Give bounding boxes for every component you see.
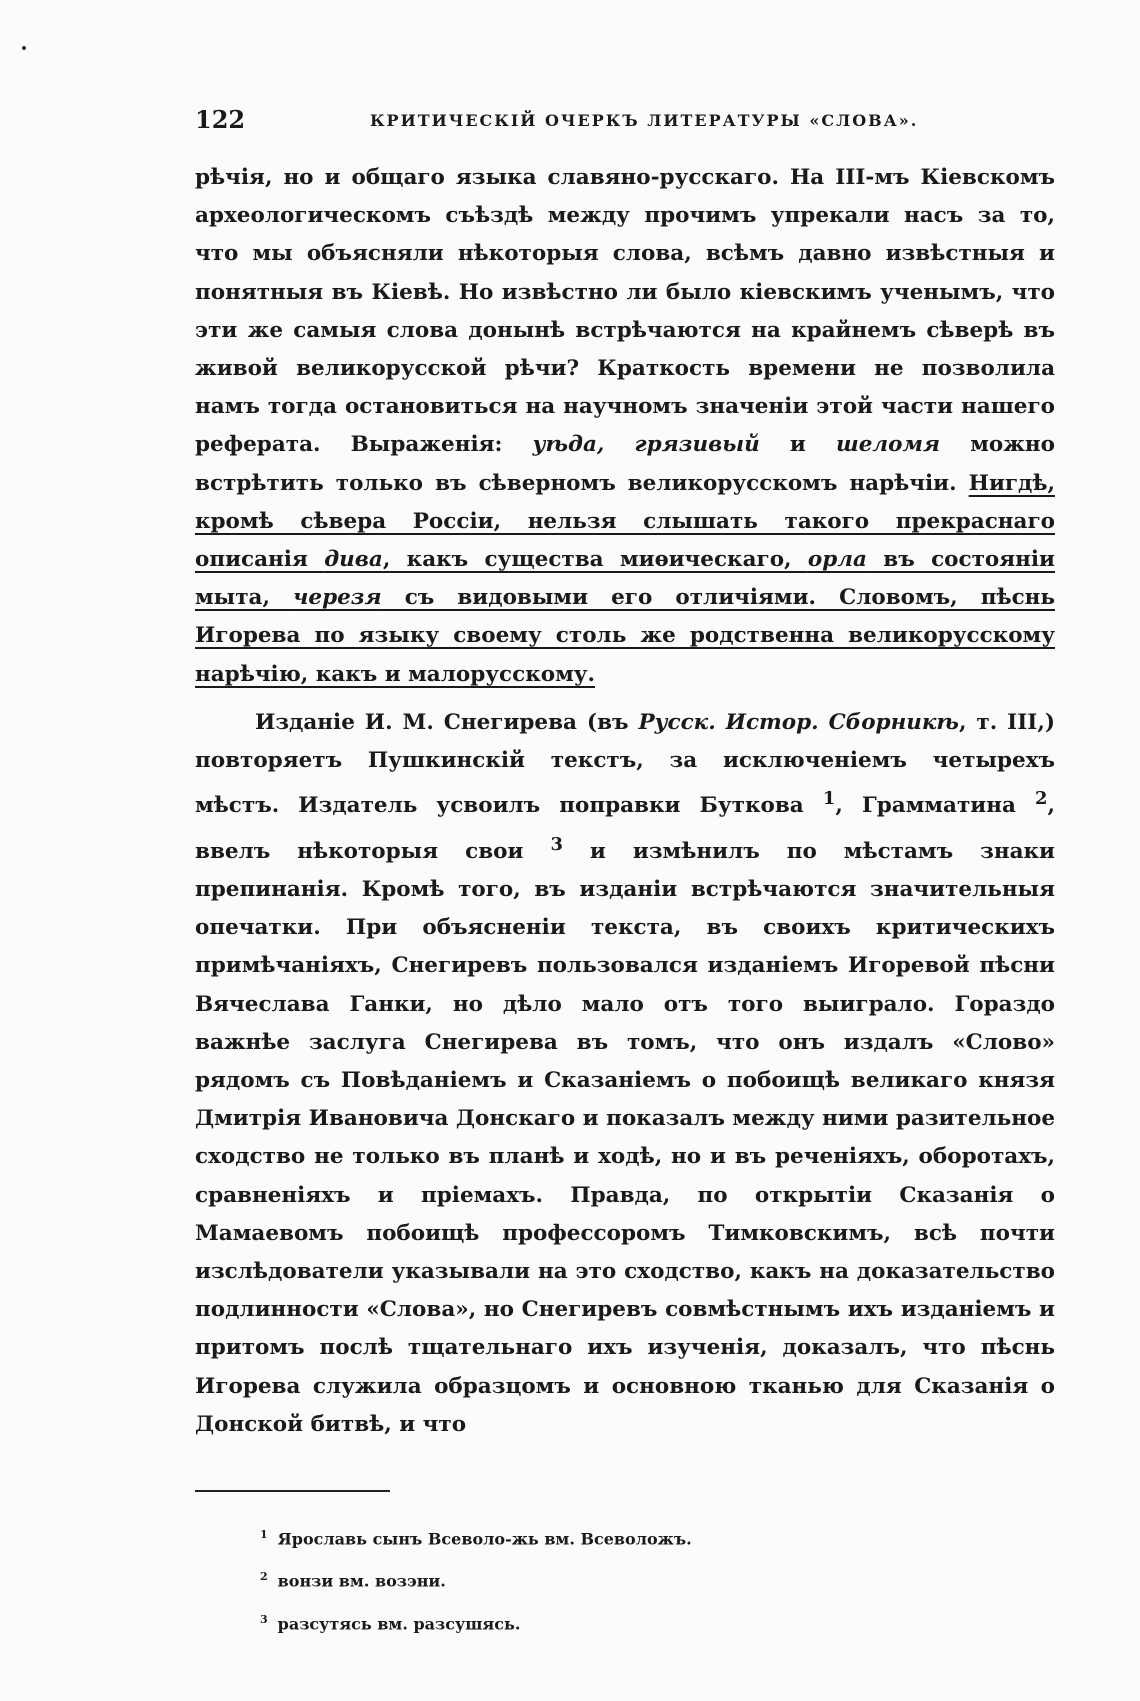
footnote-ref-1: 1 [822,788,836,810]
text-run: , ввелъ нѣкоторыя свои [195,793,1055,864]
text-run: рѣчія, но и общаго языка славяно-русскаго. На III-мъ Кіевскомъ археологическомъ съѣздѣ между прочимъ упрекали насъ за то, что мы объясняли нѣкоторыя слова, всѣмъ давно извѣстныя и понятныя въ Кіевѣ. Но извѣстно ли было кіевскимъ ученымъ, что эти же самыя слова донынѣ встрѣчаются на крайнемъ сѣверѣ въ живой великорусской рѣчи? Краткость времени не позволила намъ тогда остановиться на научномъ значеніи этой части нашего реферата. Выраженія: [195,165,1055,458]
footnote-divider [195,1490,390,1492]
underlined-passage [195,471,1055,687]
footnote-mark: 2 [260,1570,268,1584]
text-run: можно встрѣтить только въ сѣверномъ великорусскомъ нарѣчіи. [195,432,1055,496]
text-run: съ видовыми его отличіями. Словомъ, пѣснь Игорева по языку своему столь же родственна великорусскому нарѣчію, какъ и малорусскому. [195,585,1056,687]
italic-term: уѣда, грязивый [532,432,760,458]
footnote-mark: 3 [260,1612,268,1626]
text-run: Изданіе И. М. Снегирева (въ [255,709,639,735]
running-head: КРИТИЧЕСКІЙ ОЧЕРКЪ ЛИТЕРАТУРЫ «СЛОВА». [370,111,919,130]
footnote-2 [260,1558,1055,1600]
paragraph-2 [195,704,1055,1444]
italic-term: шеломя [835,432,941,458]
footnote-text: разсутясь вм. разсушясь. [277,1614,521,1633]
footnotes [260,1516,1055,1643]
footnote-1 [260,1516,1055,1558]
page-header [195,105,1055,145]
page-number: 122 [195,105,246,134]
text-run: , какъ существа миѳическаго, [382,547,808,573]
footnote-text: Ярославь сынъ Всеволо-жь вм. Всеволожъ. [277,1529,692,1549]
text-run: Нигдѣ, кромѣ сѣвера Россіи, нельзя слышать такого прекраснаго описанія [195,470,1055,573]
text-run: , т. III,) повторяетъ Пушкинскій текстъ, за исключеніемъ четырехъ мѣстъ. Издатель усвоилъ поправки Буткова [195,709,1055,819]
paragraph-1 [195,159,1055,694]
italic-term: черезя [293,585,382,611]
footnote-ref-2: 2 [1035,788,1048,810]
italic-term: орла [807,547,867,573]
footnote-ref-3: 3 [550,833,563,855]
text-run: и [759,432,836,458]
text-run: и измѣнилъ по мѣстамъ знаки препинанія. Кромѣ того, въ изданіи встрѣчаются значительныя опечатки. При объясненіи текста, въ своихъ критическихъ примѣчаніяхъ, Снегиревъ пользовался изданіемъ Игоревой пѣсни Вячеслава Ганки, но дѣло мало отъ того выиграло. Гораздо важнѣе заслуга Снегирева въ томъ, что онъ издалъ «Слово» рядомъ съ Повѣданіемъ и Сказаніемъ о побоищѣ великаго князя Дмитрія Ивановича Донскаго и показалъ между ними разительное сходство не только въ планѣ и ходѣ, но и въ реченіяхъ, оборотахъ, сравненіяхъ и пріемахъ. Правда, по открытіи Сказанія о Мамаевомъ побоищѣ профессоромъ Тимковскимъ, всѣ почти изслѣдователи указывали на это сходство, какъ на доказательство подлинности «Слова», но Снегиревъ совмѣстнымъ ихъ изданіемъ и притомъ послѣ тщательнаго ихъ изученія, доказалъ, что пѣснь Игорева служила образцомъ и основною тканью для Сказанія о Донской битвѣ, и что [195,838,1055,1437]
text-run: , Грамматина [835,793,1036,819]
footnote-text: вонзи вм. возэни. [277,1571,446,1591]
text-run: въ состояніи мыта, [195,547,1056,611]
italic-title: Русск. Истор. Сборникѣ [638,709,960,735]
scan-speck [22,46,26,50]
footnote-mark: 1 [260,1528,268,1542]
body-text [195,159,1055,1444]
footnote-3 [260,1601,1055,1643]
italic-term: дива [324,547,383,573]
book-page [195,105,1055,1643]
